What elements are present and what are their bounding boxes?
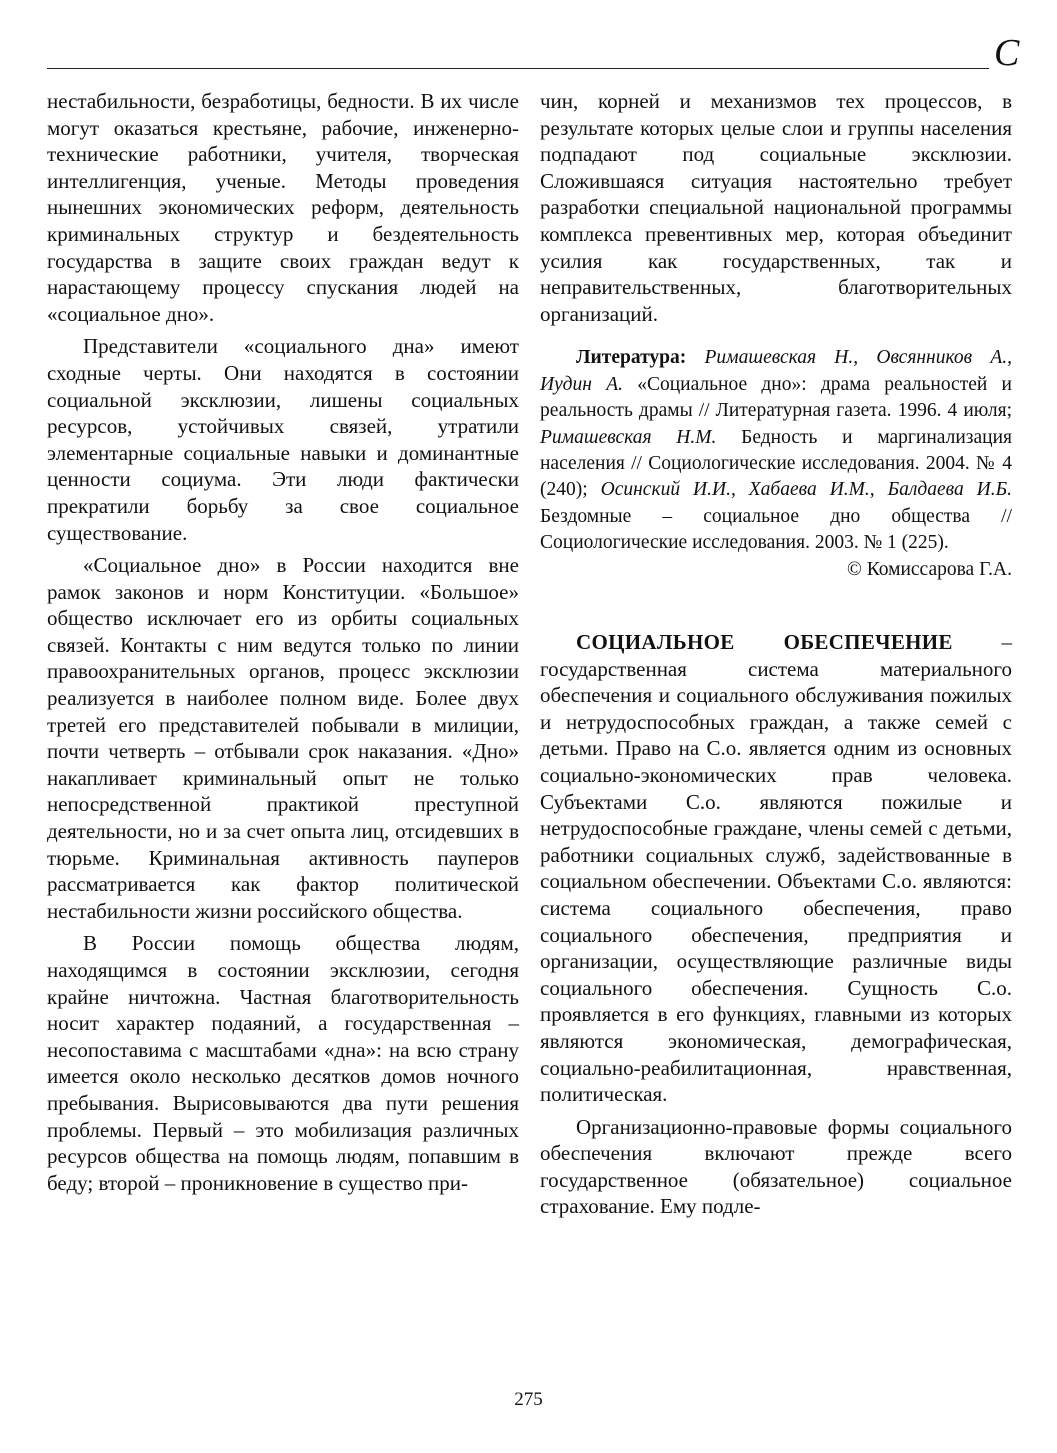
literature-author: Римашевская Н.М.: [540, 426, 717, 448]
paragraph: В России помощь общества людям, находящимся в состоянии эксклюзии, сегодня крайне ничтожна. Частная благотворительность носит характер подаяний, а государственная – несопоставима с масштабами «дна»: на всю страну имеется около несколько десятков домов ночного пребывания. Вырисовываются два пути решения проблемы. Первый – это мобилизация различных ресурсов общества на помощь людям, попавшим в беду; второй – проникновение в существо при-: [47, 931, 519, 1195]
literature-block: [540, 345, 1012, 556]
section-letter: С: [994, 32, 1020, 74]
literature-author: Римашевская Н., Овсянников А., Иудин А.: [540, 347, 1012, 395]
paragraph: чин, корней и механизмов тех процессов, в результате которых целые слои и группы населения подпадают под социальные эксклюзии. Сложившаяся ситуация настоятельно требует разработки специальной национальной программы комплекса превентивных мер, которая объединит усилия как государственных, так и неправительственных, благотворительных организаций.: [540, 89, 1012, 326]
dictionary-entry: [540, 629, 1012, 1108]
entry-definition: – государственная система материального обеспечения и социального обслуживания пожилых и нетрудоспособных граждан, а также семей с детьми. Право на С.о. является одним из основных социально-экономических прав человека. Субъектами С.о. являются пожилые и нетрудоспособные граждане, члены семей с детьми, работники социальных служб, задействованные в социальном обеспечении. Объектами С.о. являются: система социального обеспечения, право социального обеспечения, предприятия и организации, осуществляющие различные виды социального обеспечения. Сущность С.о. проявляется в его функциях, главными из которых являются экономическая, демографическая, социально-реабилитационная, нравственная, политическая.: [540, 630, 1012, 1107]
page-number: 275: [514, 1389, 543, 1410]
literature-text: Бездомные – социальное дно общества // Социологические исследования. 2003. № 1 (225).: [540, 505, 1012, 554]
paragraph: «Социальное дно» в России находится вне рамок законов и норм Конституции. «Большое» общество исключает его из орбиты социальных связей. Контакты с ним ведутся только по линии правоохранительных органов, процесс эксклюзии реализуется в наиболее полном виде. Более двух третей его представителей побывали в милиции, почти четверть – отбывали срок наказания. «Дно» накапливает криминальный опыт не только непосредственной практикой преступной деятельности, но и за счет опыта лиц, отсидевших в тюрьме. Криминальная активность пауперов рассматривается как фактор политической нестабильности жизни российского общества.: [47, 553, 519, 923]
header-rule: [47, 68, 989, 69]
paragraph: Представители «социального дна» имеют сходные черты. Они находятся в состоянии социальной эксклюзии, лишены социальных ресурсов, устойчивых связей, утратили элементарные социальные навыки и доминантные ценности социума. Эти люди фактически прекратили борьбу за свое социальное существование.: [47, 334, 519, 545]
paragraph: Организационно-правовые формы социального обеспечения включают прежде всего государственное (обязательное) социальное страхование. Ему подле-: [540, 1114, 1012, 1219]
literature-label: Литература:: [576, 347, 687, 369]
literature-text: Бедность и маргинализация населения // Социологические исследования. 2004. № 4 (240);: [540, 426, 1012, 501]
left-column: [47, 88, 519, 1196]
literature-text: «Социальное дно»: драма реальностей и реальность драмы // Литературная газета. 1996. 4 июля;: [540, 373, 1012, 422]
entry-term: СОЦИАЛЬНОЕ ОБЕСПЕЧЕНИЕ: [576, 630, 953, 654]
literature-author: Осинский И.И., Хабаева И.М., Балдаева И.Б.: [600, 479, 1013, 501]
paragraph: нестабильности, безработицы, бедности. В их числе могут оказаться крестьяне, рабочие, инженерно-технические работники, учителя, творческая интеллигенция, ученые. Методы проведения нынешних экономических реформ, деятельность криминальных структур и бездеятельность государства в защите своих граждан ведут к нарастающему процессу спускания людей на «социальное дно».: [47, 89, 519, 326]
right-column: [540, 88, 1012, 1220]
author-signature: © Комиссарова Г.А.: [847, 558, 1012, 580]
